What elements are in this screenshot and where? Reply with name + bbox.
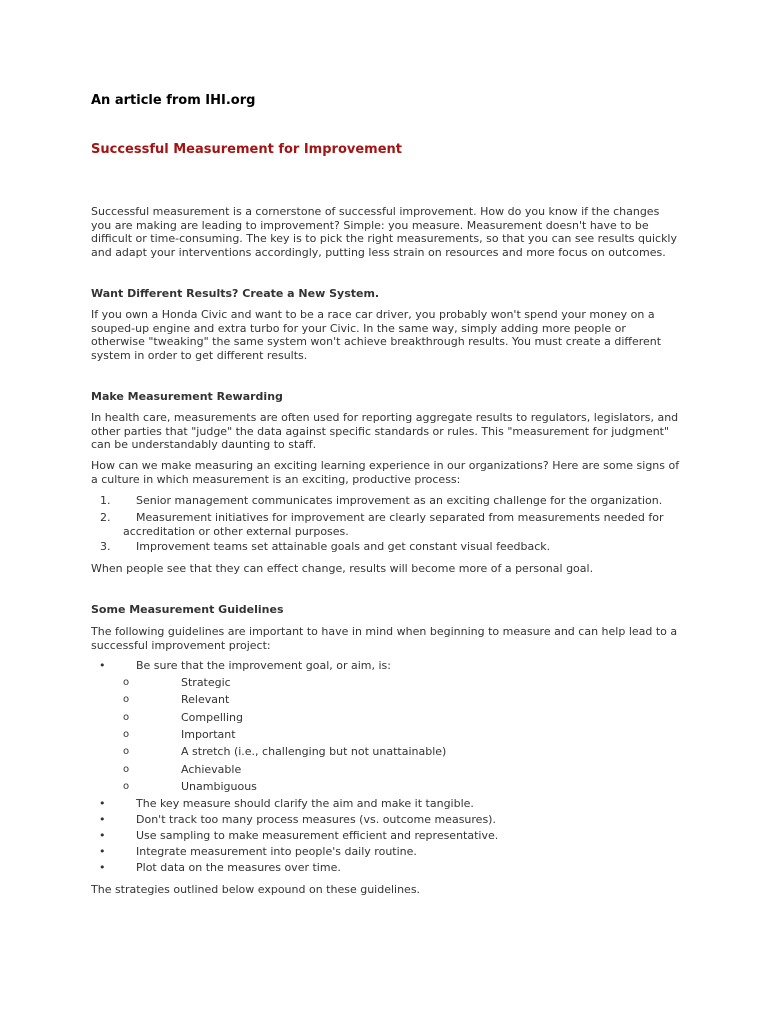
sub-bullet-glyph: o bbox=[123, 746, 130, 757]
sub-bullet-glyph: o bbox=[123, 781, 130, 792]
bullet-glyph: • bbox=[99, 845, 106, 858]
sub-bullet-glyph: o bbox=[123, 712, 130, 723]
list-text-continued: accreditation or other external purposes. bbox=[123, 524, 349, 538]
list-text: Use sampling to make measurement efficient and representative. bbox=[136, 829, 499, 842]
sub-list-text: Important bbox=[181, 728, 236, 741]
sub-list-text: A stretch (i.e., challenging but not unattainable) bbox=[181, 745, 447, 758]
bullet-glyph: • bbox=[99, 797, 106, 810]
bullet-glyph: • bbox=[99, 829, 106, 842]
sub-bullet-glyph: o bbox=[123, 764, 130, 775]
list-text: Plot data on the measures over time. bbox=[136, 861, 341, 874]
bullet-glyph: • bbox=[99, 659, 106, 672]
list-number: 2. bbox=[100, 511, 111, 524]
article-title: Successful Measurement for Improvement bbox=[91, 142, 402, 157]
section3-closing-paragraph: The strategies outlined below expound on these guidelines. bbox=[91, 883, 421, 896]
sub-list-text: Achievable bbox=[181, 763, 242, 776]
section2-paragraph-1: In health care, measurements are often used for reporting aggregate results to regulators, legislators, and other parties that "judge" the data against specific standards or rules. This "measurement for judgment" can be understandably daunting to staff. bbox=[91, 411, 679, 451]
section3-paragraph-1: The following guidelines are important to have in mind when beginning to measure and can help lead to a successful improvement project: bbox=[91, 625, 678, 652]
sub-bullet-glyph: o bbox=[123, 729, 130, 740]
sub-bullet-glyph: o bbox=[123, 677, 130, 688]
bullet-glyph: • bbox=[99, 861, 106, 874]
list-text: Measurement initiatives for improvement are clearly separated from measurements needed for bbox=[136, 511, 664, 524]
list-text: Senior management communicates improvement as an exciting challenge for the organization. bbox=[136, 494, 663, 507]
list-text: Improvement teams set attainable goals and get constant visual feedback. bbox=[136, 540, 551, 553]
section2-paragraph-3: When people see that they can effect change, results will become more of a personal goal. bbox=[91, 562, 594, 575]
list-number: 1. bbox=[100, 494, 111, 507]
sub-list-text: Compelling bbox=[181, 711, 243, 724]
section-heading-guidelines: Some Measurement Guidelines bbox=[91, 603, 284, 616]
section-heading-measurement-rewarding: Make Measurement Rewarding bbox=[91, 390, 283, 403]
source-line: An article from IHI.org bbox=[91, 93, 256, 108]
list-text: Don't track too many process measures (vs. outcome measures). bbox=[136, 813, 496, 826]
list-text: Be sure that the improvement goal, or aim, is: bbox=[136, 659, 391, 672]
intro-paragraph: Successful measurement is a cornerstone of successful improvement. How do you know if the changes you are making are leading to improvement? Simple: you measure. Measurement doesn't have to be difficult or time-consuming. The key is to pick the right measurements, so that you can see results quickly and adapt your interventions accordingly, putting less strain on resources and more focus on outcomes. bbox=[91, 205, 678, 259]
list-text: Integrate measurement into people's daily routine. bbox=[136, 845, 417, 858]
sub-list-text: Relevant bbox=[181, 693, 230, 706]
section2-paragraph-2: How can we make measuring an exciting learning experience in our organizations? Here are some signs of a culture in which measurement is an exciting, productive process: bbox=[91, 459, 680, 486]
bullet-glyph: • bbox=[99, 813, 106, 826]
sub-list-text: Strategic bbox=[181, 676, 231, 689]
section-heading-different-results: Want Different Results? Create a New System. bbox=[91, 287, 380, 300]
sub-bullet-glyph: o bbox=[123, 694, 130, 705]
section1-paragraph: If you own a Honda Civic and want to be a race car driver, you probably won't spend your money on a souped-up engine and extra turbo for your Civic. In the same way, simply adding more people or otherwise "tweaking" the same system won't achieve breakthrough results. You must create a different system in order to get different results. bbox=[91, 308, 662, 362]
list-number: 3. bbox=[100, 540, 111, 553]
sub-list-text: Unambiguous bbox=[181, 780, 257, 793]
list-text: The key measure should clarify the aim and make it tangible. bbox=[136, 797, 474, 810]
